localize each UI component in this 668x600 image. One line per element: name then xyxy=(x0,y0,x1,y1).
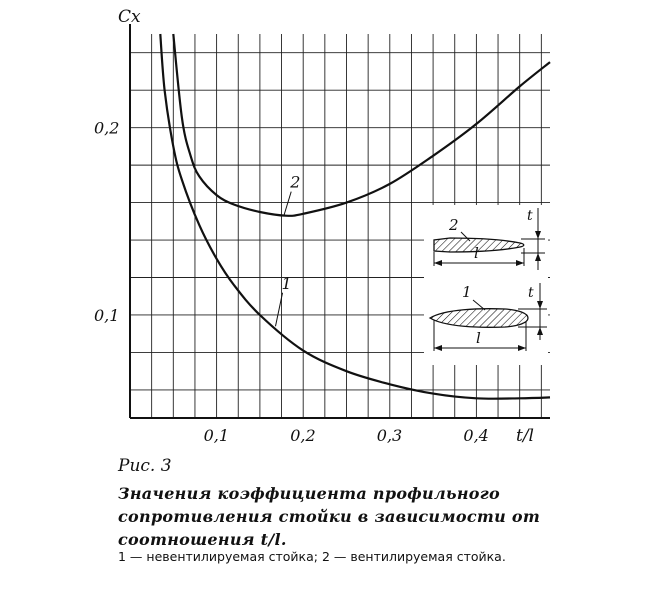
figure-label: Рис. 3 xyxy=(118,456,172,476)
legend-item-1: 1 — невентилируемая стойка; xyxy=(118,549,318,564)
y-axis-label: Cx xyxy=(118,7,141,27)
profile-2-chord-label: l xyxy=(474,244,479,262)
curve-label-2: 2 xyxy=(290,172,301,192)
x-tick-label: 0,2 xyxy=(290,426,316,445)
y-tick-label: 0,2 xyxy=(94,118,120,138)
curve-label-1: 1 xyxy=(281,273,292,293)
y-tick-label: 0,1 xyxy=(94,305,120,325)
profile-2-thickness-label: t xyxy=(527,208,533,224)
figure-legend xyxy=(118,548,558,565)
x-axis-label: t/l xyxy=(516,426,534,446)
profile-1-thickness-label: t xyxy=(528,285,534,301)
profile-1-chord-label: l xyxy=(476,329,481,347)
profile-1-number: 1 xyxy=(462,283,472,301)
x-tick-label: 0,4 xyxy=(463,426,489,445)
curve-leader-2 xyxy=(284,192,291,215)
x-tick-label: 0,1 xyxy=(203,426,230,445)
figure-caption: Значения коэффициента профильного сопротивления стойки в зависимости от соотношения t/l. xyxy=(118,484,541,549)
profile-inset xyxy=(424,205,548,365)
x-tick-label: 0,3 xyxy=(376,426,403,445)
series-line-2 xyxy=(173,34,550,216)
profile-2-number: 2 xyxy=(449,216,459,234)
legend-item-2: 2 — вентилируемая стойка. xyxy=(321,549,506,564)
